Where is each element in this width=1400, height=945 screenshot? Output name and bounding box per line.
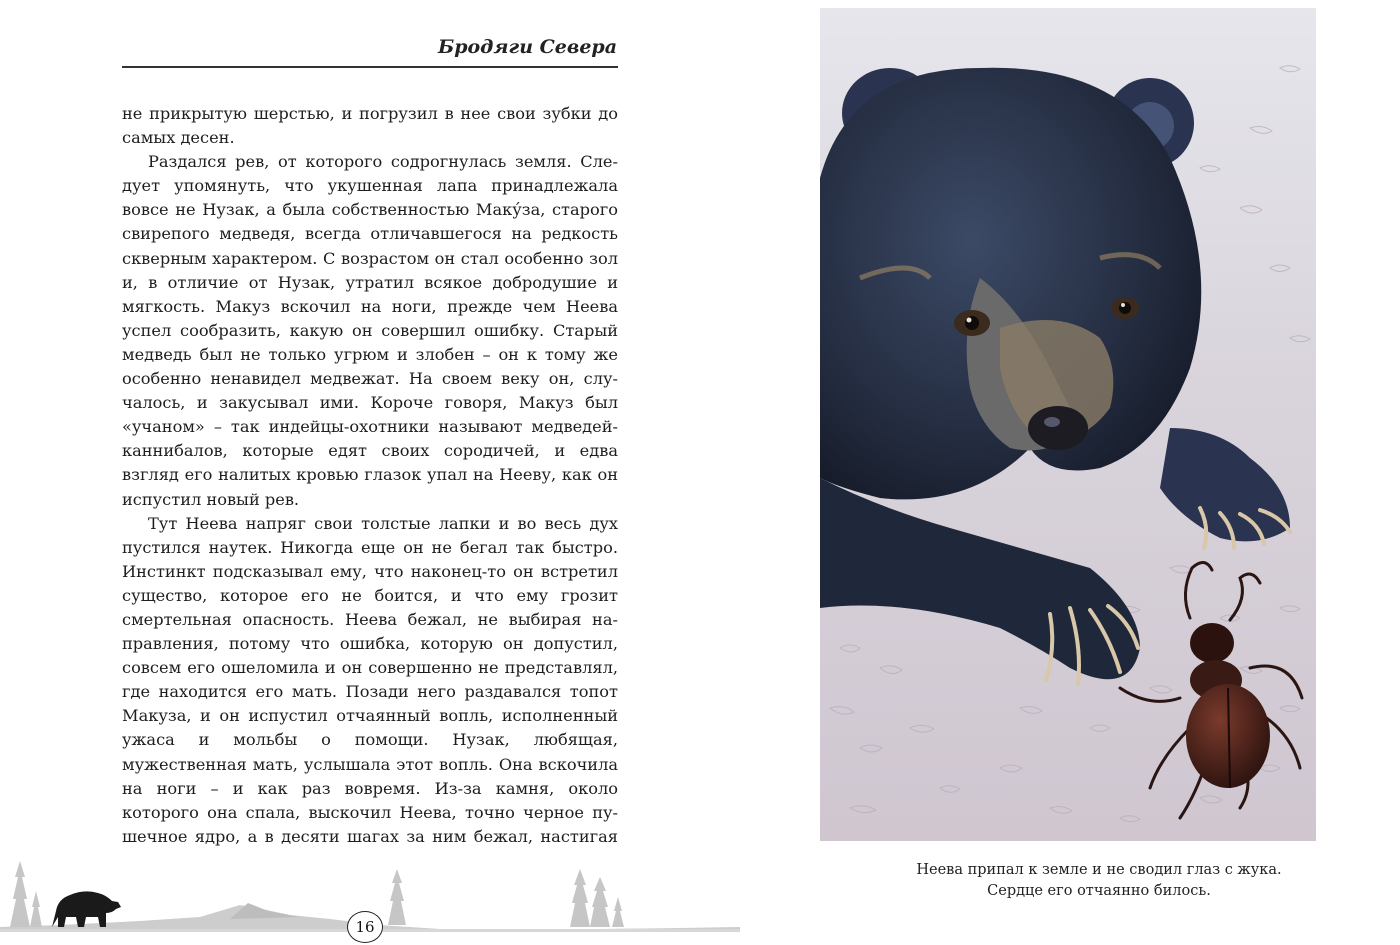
bear-silhouette-icon — [52, 891, 121, 927]
paragraph-1: не прикрытую шерстью, и погрузил в нее свои зубки до самых десен. — [122, 104, 618, 148]
body-text — [122, 102, 618, 849]
illustration-caption — [900, 860, 1298, 902]
caption-line-1: Неева припал к земле и не сводил глаз с жука. — [916, 862, 1282, 878]
header-rule — [122, 66, 618, 68]
bear-cub-and-beetle-illustration — [820, 8, 1316, 841]
running-header-title: Бродяги Севера — [437, 36, 617, 58]
page-number: 16 — [347, 911, 383, 943]
paragraph-3: Тут Неева напряг свои толстые лапки и во весь дух пустился наутек. Никогда еще он не бегал так быстро. Инстинкт подсказывал ему, что наконец-то он встретил существо, которое его не боится, и что ему грозит смертельная опасность. Неева бежал, не выбирая направления, потому что ошибка, которую он допустил, совсем его ошеломила и он совершенно не представлял, где находится его мать. Позади него раздавался топот Макуза, и он испустил отчаянный вопль, исполненный ужаса и мольбы о помощи. Нузак, любящая, мужественная мать, услышала этот вопль. Она вскочила на ноги – и как раз вовремя. Из-за камня, около которого она спала, выскочил Неева, точно черное пушечное ядро, а в десяти шагах за ним бежал, настигая — [122, 513, 618, 846]
caption-line-2: Сердце его отчаянно билось. — [987, 883, 1211, 899]
paragraph-2: Раздался рев, от которого содрогнулась земля. Следует упомянуть, что укушенная лапа принадлежала вовсе не Нузак, а была собственностью Маку́за, старого свирепого медведя, всегда отличавшегося на редкость скверным характером. С возрастом он стал особенно зол и, в отличие от Нузак, утратил всякое добродушие и мягкость. Макуз вскочил на ноги, прежде чем Неева успел сообразить, какую он совершил ошибку. Старый медведь был не только угрюм и злобен – он к тому же особенно ненавидел медвежат. На своем веку он, случалось, и закусывал ими. Короче говоря, Макуз был «учаном» – так индейцы-охотники называют медведей-каннибалов, которые едят своих сородичей, и едва взгляд его налитых кровью глазок упал на Нееву, как он испустил новый рев. — [122, 152, 618, 509]
